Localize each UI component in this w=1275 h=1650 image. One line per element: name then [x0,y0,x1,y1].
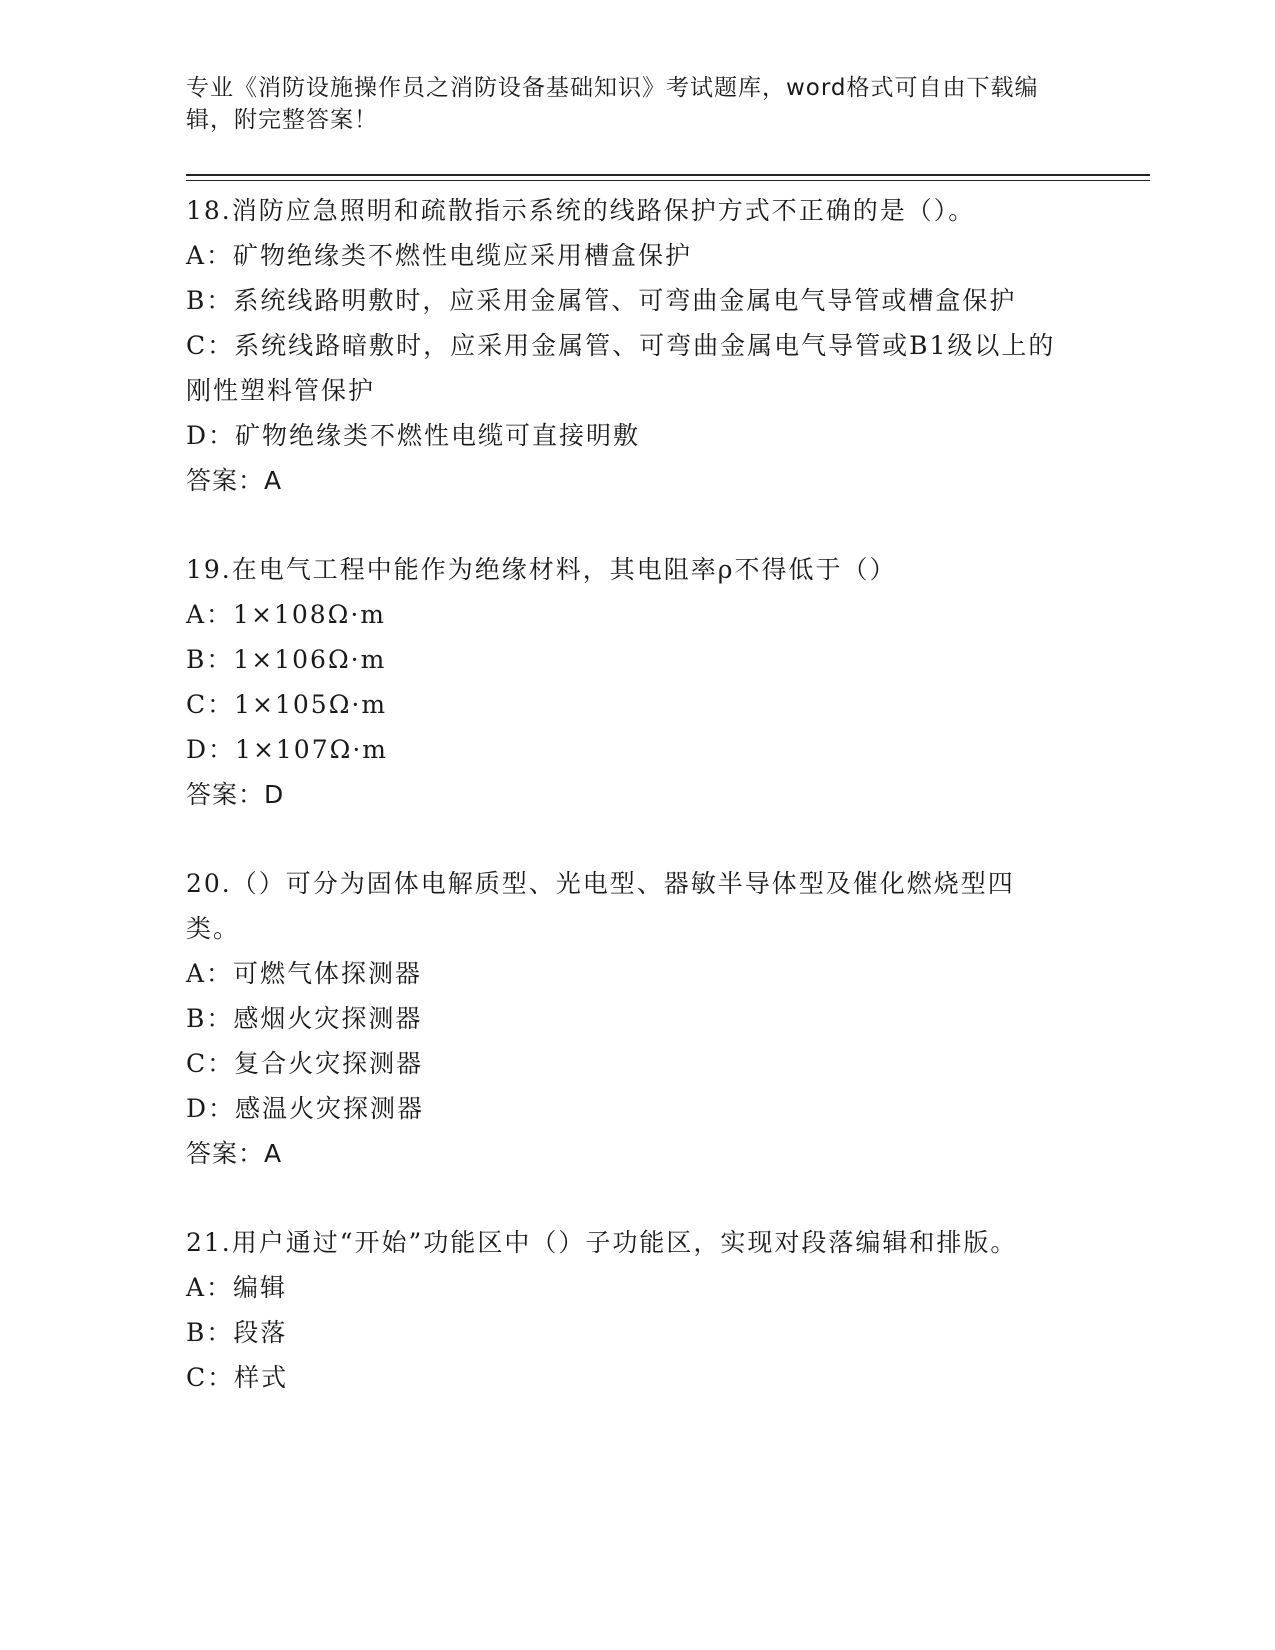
option-d: D：1×107Ω·m [186,735,388,764]
header-divider-thick [186,174,1150,176]
document-header: 专业《消防设施操作员之消防设备基础知识》考试题库，word格式可自由下载编辑，附完整答案！ [186,75,1039,133]
option-a: A：矿物绝缘类不燃性电缆应采用槽盒保护 [186,241,693,270]
option-d: D：矿物绝缘类不燃性电缆可直接明敷 [186,421,641,450]
option-a: A：1×108Ω·m [186,600,387,629]
option-d: D：感温火灾探测器 [186,1094,425,1123]
header-divider-thin [186,180,1150,181]
answer-label: 答案：A [186,1139,283,1168]
option-b: B：1×106Ω·m [186,645,387,674]
option-c: C：复合火灾探测器 [186,1049,424,1078]
question-18 [186,188,1066,503]
option-c: C：样式 [186,1363,289,1392]
answer-label: 答案：A [186,466,283,495]
question-stem: 19.在电气工程中能作为绝缘材料，其电阻率ρ不得低于（） [186,555,897,584]
option-a: A：可燃气体探测器 [186,959,423,988]
question-21 [186,1220,1066,1400]
question-stem: 18.消防应急照明和疏散指示系统的线路保护方式不正确的是（）。 [186,196,976,225]
question-19 [186,547,1066,817]
option-b: B：系统线路明敷时，应采用金属管、可弯曲金属电气导管或槽盒保护 [186,286,1017,315]
question-list [186,188,1066,1444]
option-a: A：编辑 [186,1273,288,1302]
option-b: B：感烟火灾探测器 [186,1004,423,1033]
option-c: C：1×105Ω·m [186,690,388,719]
option-c: C：系统线路暗敷时，应采用金属管、可弯曲金属电气导管或B1级以上的刚性塑料管保护 [186,331,1056,405]
question-20 [186,861,1066,1176]
answer-label: 答案：D [186,780,285,809]
question-stem: 20.（）可分为固体电解质型、光电型、器敏半导体型及催化燃烧型四类。 [186,869,1015,943]
option-b: B：段落 [186,1318,288,1347]
question-stem: 21.用户通过“开始”功能区中（）子功能区，实现对段落编辑和排版。 [186,1228,1018,1257]
